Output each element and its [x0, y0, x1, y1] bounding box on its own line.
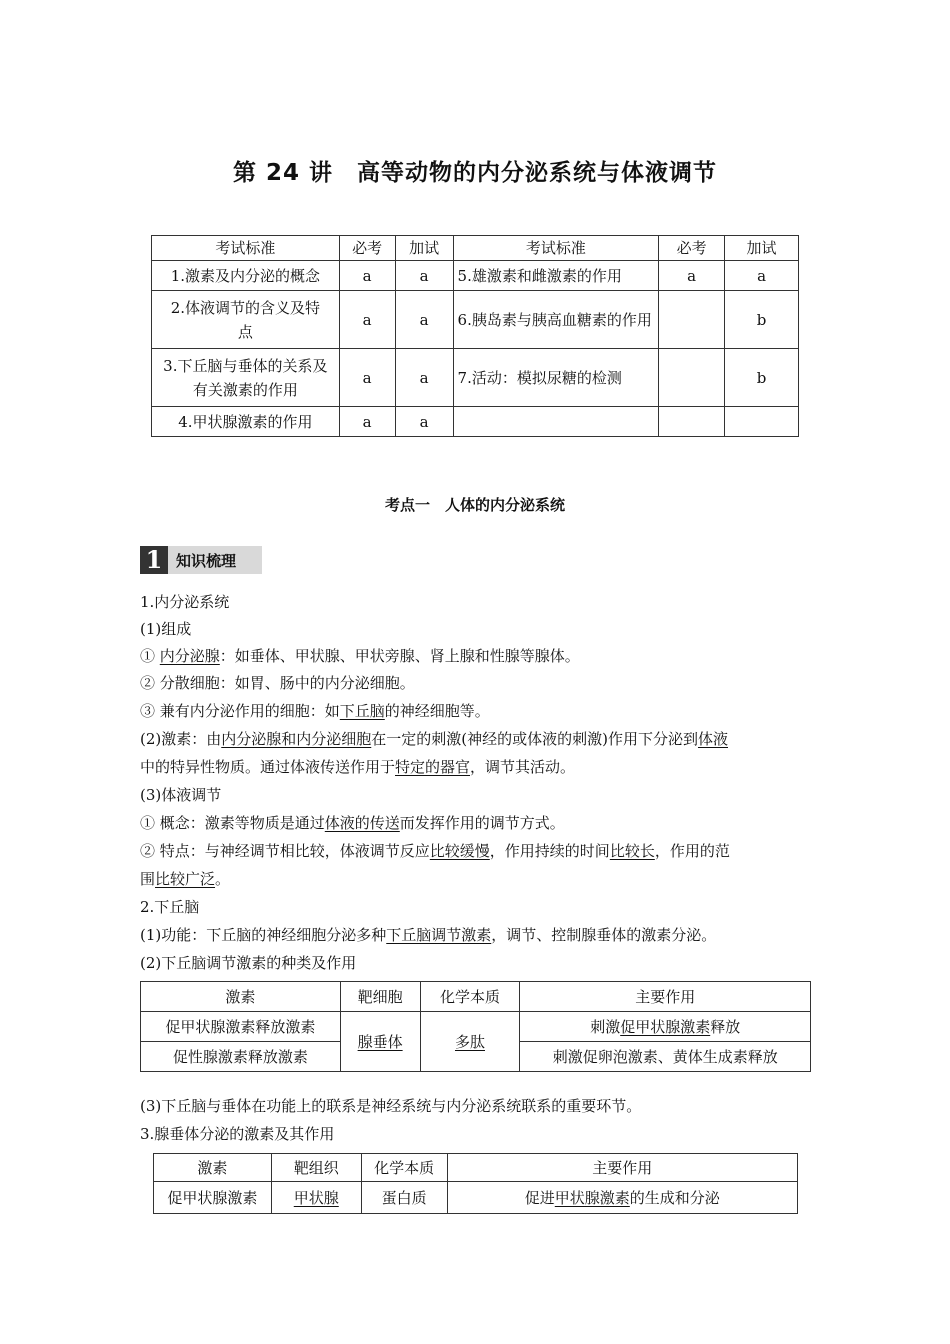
knowledge-badge [140, 546, 262, 574]
table-cell: a [395, 291, 453, 349]
section-title: 考点一 人体的内分泌系统 [384, 496, 565, 514]
table-row [141, 1012, 811, 1042]
table-row [152, 407, 799, 437]
table-header: 必考 [659, 236, 725, 261]
paragraph: ① 概念：激素等物质是通过体液的传送而发挥作用的调节方式。 [140, 814, 565, 832]
table-cell: a [339, 407, 395, 437]
table-cell: 5.雄激素和雌激素的作用 [453, 261, 659, 291]
table-cell [453, 407, 659, 437]
paragraph: ① 内分泌腺：如垂体、甲状腺、甲状旁腺、肾上腺和性腺等腺体。 [140, 647, 580, 665]
table-cell: 7.活动：模拟尿糖的检测 [453, 349, 659, 407]
badge-number: 1 [140, 546, 168, 574]
table-cell [659, 349, 725, 407]
subheading-humoral: (3)体液调节 [140, 786, 222, 804]
answer-blank: 体液 [697, 730, 728, 748]
table-cell: b [725, 349, 799, 407]
table-header-row [154, 1154, 798, 1182]
table-cell: 1.激素及内分泌的概念 [152, 261, 340, 291]
answer-blank: 比较广泛 [155, 870, 216, 888]
table-row [152, 291, 799, 349]
table-cell [659, 291, 725, 349]
heading-endocrine-system: 1.内分泌系统 [140, 593, 230, 611]
subheading-hormone-types: (2)下丘脑调节激素的种类及作用 [140, 954, 357, 972]
table-cell: 蛋白质 [361, 1182, 447, 1214]
table-header: 考试标准 [152, 236, 340, 261]
table-header: 主要作用 [520, 982, 811, 1012]
hypothalamus-hormone-table [140, 981, 811, 1072]
paragraph: 中的特异性物质。通过体液传送作用于特定的器官，调节其活动。 [140, 758, 576, 776]
heading-pituitary: 3.腺垂体分泌的激素及其作用 [140, 1125, 335, 1143]
table-cell: 6.胰岛素与胰高血糖素的作用 [453, 291, 659, 349]
table-header: 加试 [725, 236, 799, 261]
table-header: 必考 [339, 236, 395, 261]
table-cell: 刺激促甲状腺激素释放 [520, 1012, 811, 1042]
paragraph: (1)功能：下丘脑的神经细胞分泌多种下丘脑调节激素，调节、控制腺垂体的激素分泌。 [140, 926, 717, 944]
badge-label: 知识梳理 [176, 551, 237, 570]
answer-blank: 多肽 [454, 1032, 485, 1051]
table-header: 靶细胞 [340, 982, 420, 1012]
table-header: 加试 [395, 236, 453, 261]
paragraph: 围比较广泛。 [140, 870, 231, 888]
table-header: 激素 [154, 1154, 272, 1182]
answer-blank: 腺垂体 [357, 1032, 403, 1051]
table-cell: 刺激促卵泡激素、黄体生成素释放 [520, 1042, 811, 1072]
paragraph: ② 特点：与神经调节相比较，体液调节反应比较缓慢，作用持续的时间比较长，作用的范 [140, 842, 730, 860]
table-cell: a [339, 349, 395, 407]
answer-blank: 内分泌腺和内分泌细胞 [221, 730, 372, 748]
table-cell: a [395, 261, 453, 291]
table-cell: a [339, 291, 395, 349]
subheading-composition: (1)组成 [140, 620, 192, 638]
table-cell: 促甲状腺激素 [154, 1182, 272, 1214]
pituitary-hormone-table [153, 1153, 798, 1214]
table-cell: 4.甲状腺激素的作用 [152, 407, 340, 437]
table-header: 考试标准 [453, 236, 659, 261]
table-cell: a [395, 349, 453, 407]
table-cell: b [725, 291, 799, 349]
table-cell: a [725, 261, 799, 291]
table-cell [340, 1012, 420, 1072]
table-cell [271, 1182, 361, 1214]
table-header: 化学本质 [361, 1154, 447, 1182]
table-header-row [141, 982, 811, 1012]
table-header: 靶组织 [271, 1154, 361, 1182]
table-cell: 3.下丘脑与垂体的关系及有关激素的作用 [152, 349, 340, 407]
table-row [152, 261, 799, 291]
answer-blank: 特定的器官 [395, 758, 471, 776]
table-header: 主要作用 [447, 1154, 797, 1182]
exam-standards-table [151, 235, 799, 437]
table-cell: a [395, 407, 453, 437]
table-cell: a [659, 261, 725, 291]
answer-blank: 下丘脑调节激素 [386, 926, 492, 944]
table-row [152, 349, 799, 407]
page-title: 第 24 讲 高等动物的内分泌系统与体液调节 [232, 160, 718, 186]
table-row [154, 1182, 798, 1214]
table-cell: 促甲状腺激素释放激素 [141, 1012, 341, 1042]
table-cell: 2.体液调节的含义及特点 [152, 291, 340, 349]
paragraph: ② 分散细胞：如胃、肠中的内分泌细胞。 [140, 674, 415, 692]
answer-blank: 甲状腺激素 [554, 1188, 630, 1207]
answer-blank: 下丘脑 [339, 702, 385, 720]
table-cell [420, 1012, 520, 1072]
table-header: 化学本质 [420, 982, 520, 1012]
table-cell [725, 407, 799, 437]
answer-blank: 比较长 [609, 842, 655, 860]
table-header-row [152, 236, 799, 261]
paragraph: (2)激素：由内分泌腺和内分泌细胞在一定的刺激(神经的或体液的刺激)作用下分泌到体液 [140, 730, 728, 748]
table-header: 激素 [141, 982, 341, 1012]
answer-blank: 体液的传送 [324, 814, 400, 832]
table-cell: 促进甲状腺激素的生成和分泌 [447, 1182, 797, 1214]
answer-blank: 甲状腺 [293, 1188, 339, 1207]
paragraph: ③ 兼有内分泌作用的细胞：如下丘脑的神经细胞等。 [140, 702, 490, 720]
heading-hypothalamus: 2.下丘脑 [140, 898, 200, 916]
answer-blank: 促甲状腺激素 [620, 1017, 711, 1036]
answer-blank: 内分泌腺 [159, 647, 220, 665]
table-cell: a [339, 261, 395, 291]
paragraph: (3)下丘脑与垂体在功能上的联系是神经系统与内分泌系统联系的重要环节。 [140, 1097, 642, 1115]
table-cell: 促性腺激素释放激素 [141, 1042, 341, 1072]
answer-blank: 比较缓慢 [429, 842, 490, 860]
table-cell [659, 407, 725, 437]
